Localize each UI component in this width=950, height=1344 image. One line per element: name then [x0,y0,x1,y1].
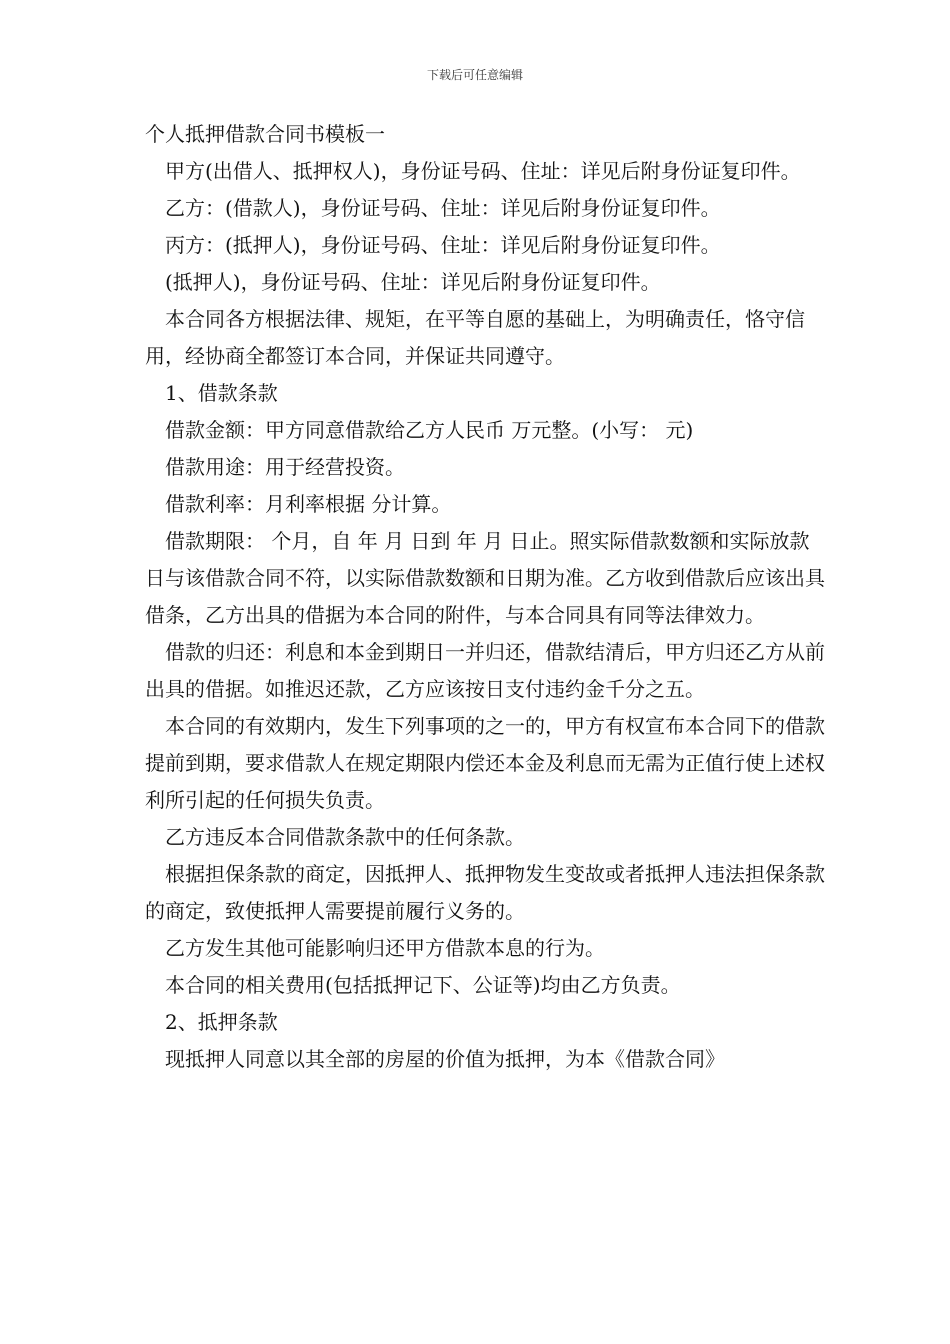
paragraph-fees: 本合同的相关费用(包括抵押记下、公证等)均由乙方负责。 [165,973,681,997]
paragraph-breach: 乙方违反本合同借款条款中的任何条款。 [165,825,525,849]
document-body [145,116,825,1078]
paragraph-party-c: 丙方：(抵押人)，身份证号码、住址：详见后附身份证复印件。 [165,233,721,257]
section-heading-loan-terms: 1、借款条款 [165,381,278,405]
paragraph-guarantee: 根据担保条款的商定，因抵押人、抵押物发生变故或者抵押人违法担保条款的商定，致使抵押人需要提前履行义务的。 [145,862,825,923]
paragraph-loan-amount: 借款金额：甲方同意借款给乙方人民币 万元整。(小写： 元) [165,418,694,442]
paragraph-loan-term: 借款期限： 个月，自 年 月 日到 年 月 日止。照实际借款数额和实际放款日与该借款合同不符，以实际借款数额和日期为准。乙方收到借款后应该出具借条，乙方出具的借据为本合同的附件，与本合同具有同等法律效力。 [145,529,825,627]
paragraph-mortgagor: (抵押人)，身份证号码、住址：详见后附身份证复印件。 [165,270,661,294]
paragraph-preamble: 本合同各方根据法律、规矩，在平等自愿的基础上，为明确责任，恪守信用，经协商全都签订本合同，并保证共同遵守。 [145,307,805,368]
paragraph-early-maturity: 本合同的有效期内，发生下列事项的之一的，甲方有权宣布本合同下的借款提前到期，要求借款人在规定期限内偿还本金及利息而无需为正值行使上述权利所引起的任何损失负责。 [145,714,825,812]
paragraph-loan-purpose: 借款用途：用于经营投资。 [165,455,405,479]
section-heading-mortgage-terms: 2、抵押条款 [165,1010,278,1034]
paragraph-party-a: 甲方(出借人、抵押权人)，身份证号码、住址：详见后附身份证复印件。 [165,159,801,183]
paragraph-other-behavior: 乙方发生其他可能影响归还甲方借款本息的行为。 [165,936,605,960]
paragraph-loan-rate: 借款利率：月利率根据 分计算。 [165,492,452,516]
page-header: 下载后可任意编辑 [426,68,523,82]
paragraph-mortgage: 现抵押人同意以其全部的房屋的价值为抵押，为本《借款合同》 [165,1047,725,1071]
paragraph-repayment: 借款的归还：利息和本金到期日一并归还，借款结清后，甲方归还乙方从前出具的借据。如推迟还款，乙方应该按日支付违约金千分之五。 [145,640,825,701]
document-title: 个人抵押借款合同书模板一 [145,122,385,146]
paragraph-party-b: 乙方：(借款人)，身份证号码、住址：详见后附身份证复印件。 [165,196,721,220]
